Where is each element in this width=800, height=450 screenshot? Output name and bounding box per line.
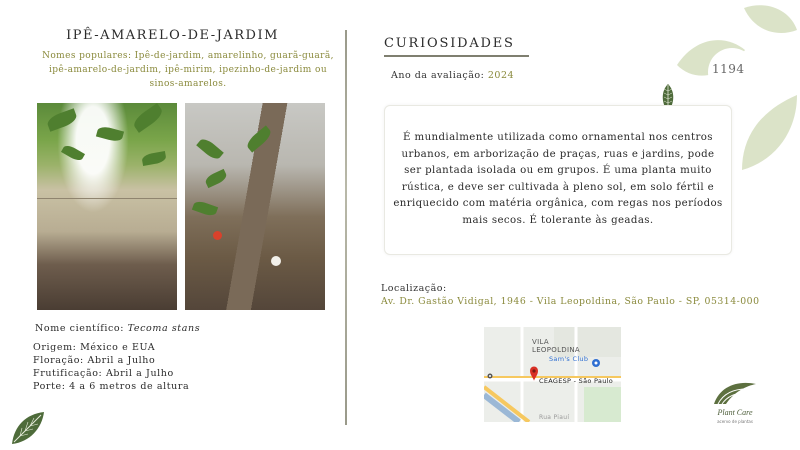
title-underline [384,55,529,57]
location-address[interactable]: Av. Dr. Gastão Vidigal, 1946 - Vila Leopoldina, São Paulo - SP, 05314-000 [381,296,760,307]
plant-facts [33,341,189,393]
origin-text: Origem: México e EUA [33,342,156,353]
scientific-label: Nome científico: [35,323,125,334]
year-label: Ano da avaliação: [391,70,485,81]
year-value: 2024 [487,70,515,81]
brand-tagline: acervo de plantas [717,419,753,424]
plant-photo-wall [37,103,177,310]
plant-care-logo-icon [712,380,758,406]
leaf-decoration-icon [8,408,48,448]
fruiting-text: Frutificação: Abril a Julho [33,368,174,379]
leaf-cluster-icon [672,0,800,180]
card-number: 1194 [712,62,745,76]
scientific-value: Tecoma stans [127,323,201,334]
location-map[interactable] [484,327,621,422]
brand-name: Plant Care [717,408,753,417]
column-divider [345,30,347,425]
plant-title: IPÊ-AMARELO-DE-JARDIM [66,28,279,43]
map-marker-label: CEAGESP - São Paulo [539,377,614,385]
evaluation-year [391,70,514,81]
plant-photo-trunk [185,103,325,310]
map-district: VILA LEOPOLDINA [532,338,580,354]
size-text: Porte: 4 a 6 metros de altura [33,381,190,392]
map-street-label: Rua Piauí [539,414,570,421]
popular-names: Nomes populares: Ipê-de-jardim, amarelinho, guarã-guarã, ipê-amarelo-de-jardim, ipê-mirim, ipezinho-de-jardim ou sinos-amarelos. [42,51,334,89]
location-label: Localização: [381,283,447,294]
map-poi-label: Sam's Club [549,355,589,363]
flowering-text: Floração: Abril a Julho [33,355,156,366]
scientific-name [35,323,200,334]
curiosities-title: CURIOSIDADES [384,36,515,51]
curiosities-text: É mundialmente utilizada como ornamental nos centros urbanos, em arborização de praças, ruas e jardins, pode ser plantada isolada ou em grupos. É uma planta muito rústica, e deve ser cultivada à pleno sol, em solo fértil e enriquecido com matéria orgânica, com regas nos períodos mais secos. É tolerante às geadas. [393,132,723,226]
